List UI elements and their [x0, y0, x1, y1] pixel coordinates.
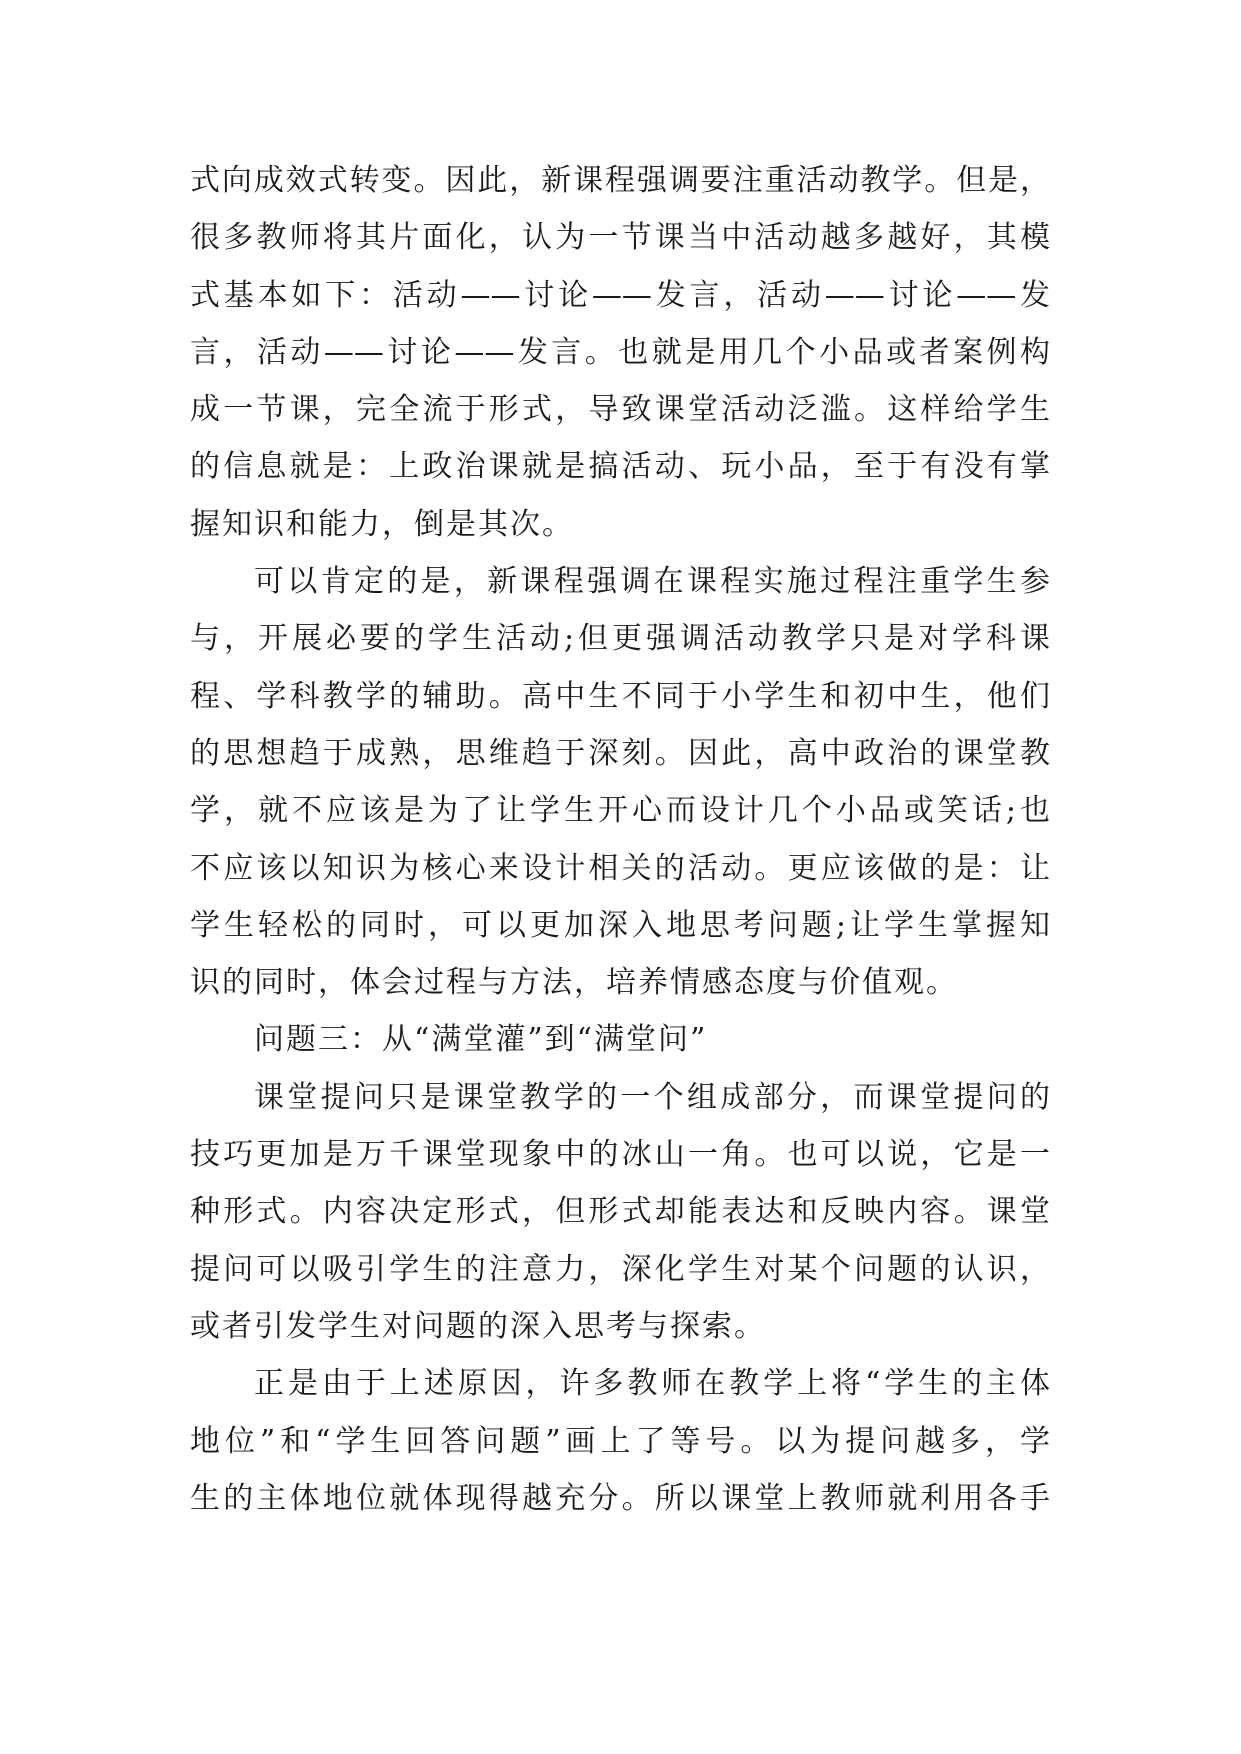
text-line: 式基本如下：活动——讨论——发言，活动——讨论——发 — [190, 277, 1050, 313]
text-line: 式向成效式转变。因此，新课程强调要注重活动教学。但是， — [190, 163, 1050, 198]
text-line: 的思想趋于成熟，思维趋于深刻。因此，高中政治的课堂教 — [190, 735, 1050, 771]
text-line: 握知识和能力，倒是其次。 — [190, 506, 574, 542]
paragraph-classroom-questioning — [190, 1069, 1050, 1355]
text-line: 学生轻松的同时，可以更加深入地思考问题;让学生掌握知 — [190, 907, 1050, 943]
text-line: 提问可以吸引学生的注意力，深化学生对某个问题的认识， — [190, 1251, 1050, 1287]
text-line: 种形式。内容决定形式，但形式却能表达和反映内容。课堂 — [190, 1194, 1050, 1230]
section-heading-problem-three — [190, 1011, 1050, 1068]
text-line: 成一节课，完全流于形式，导致课堂活动泛滥。这样给学生 — [190, 392, 1050, 428]
text-line: 课堂提问只是课堂教学的一个组成部分，而课堂提问的 — [254, 1079, 1050, 1115]
text-line: 正是由于上述原因，许多教师在教学上将“学生的主体 — [254, 1366, 1050, 1402]
text-line: 可以肯定的是，新课程强调在课程实施过程注重学生参 — [254, 564, 1050, 600]
text-line: 的信息就是：上政治课就是搞活动、玩小品，至于有没有掌 — [190, 449, 1050, 485]
text-line: 学，就不应该是为了让学生开心而设计几个小品或笑话;也 — [190, 793, 1050, 829]
text-line: 程、学科教学的辅助。高中生不同于小学生和初中生，他们 — [190, 678, 1050, 714]
text-line: 技巧更加是万千课堂现象中的冰山一角。也可以说，它是一 — [190, 1137, 1050, 1173]
paragraph-student-subject-status — [190, 1355, 1050, 1527]
text-line: 不应该以知识为核心来设计相关的活动。更应该做的是：让 — [190, 850, 1050, 886]
text-line: 地位”和“学生回答问题”画上了等号。以为提问越多，学 — [190, 1423, 1050, 1459]
text-line: 与，开展必要的学生活动;但更强调活动教学只是对学科课 — [190, 621, 1050, 657]
paragraph-activity-teaching — [190, 152, 1050, 553]
heading-text: 问题三：从“满堂灌”到“满堂问” — [254, 1022, 708, 1058]
text-line: 或者引发学生对问题的深入思考与探索。 — [190, 1308, 766, 1344]
text-line: 生的主体地位就体现得越充分。所以课堂上教师就利用各手 — [190, 1480, 1050, 1516]
text-line: 言，活动——讨论——发言。也就是用几个小品或者案例构 — [190, 334, 1050, 370]
document-body — [190, 152, 1050, 1527]
paragraph-new-curriculum — [190, 553, 1050, 1011]
text-line: 很多教师将其片面化，认为一节课当中活动越多越好，其模 — [190, 220, 1050, 256]
text-line: 识的同时，体会过程与方法，培养情感态度与价值观。 — [190, 965, 958, 1001]
